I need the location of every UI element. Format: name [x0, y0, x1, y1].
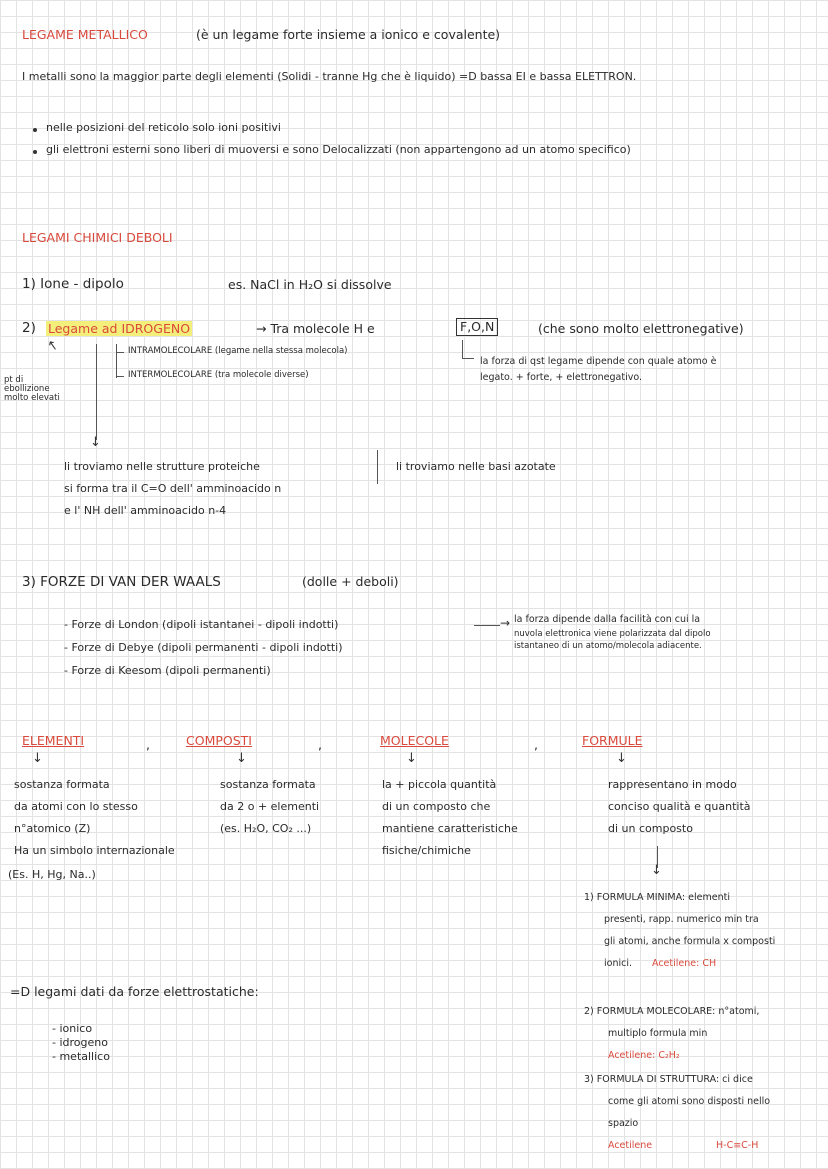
divider-line [377, 450, 378, 484]
basi-azotate: li troviamo nelle basi azotate [396, 460, 556, 473]
metallico-title-note: (è un legame forte insieme a ionico e covalente) [196, 27, 501, 42]
idrogeno-label [46, 321, 192, 337]
ione-dipolo-label: 1) Ione - dipolo [22, 276, 124, 292]
arrow-down-icon: ↓ [32, 751, 43, 766]
formula-minima-2: presenti, rapp. numerico min tra [604, 914, 759, 925]
vdw-title: 3) FORZE DI VAN DER WAALS [22, 574, 221, 590]
force-note-2: legato. + forte, + elettronegativo. [480, 372, 643, 383]
metallico-bullet-2: gli elettroni esterni sono liberi di muoversi e sono Delocalizzati (non appartengono ad un atomo specifico) [46, 143, 631, 156]
formula-struttura-3: spazio [608, 1118, 639, 1129]
vdw-note: (dolle + deboli) [302, 574, 399, 589]
comma: , [534, 737, 538, 752]
forze-london: - Forze di London (dipoli istantanei - dipoli indotti) [64, 618, 339, 631]
formula-molecolare-example: Acetilene: C₂H₂ [608, 1050, 680, 1061]
section-title-deboli: LEGAMI CHIMICI DEBOLI [22, 230, 173, 245]
arrow-right-icon: → [500, 616, 511, 630]
heading-elementi: ELEMENTI [22, 733, 85, 748]
molecole-line-1: la + piccola quantità [382, 778, 497, 791]
hook-line [462, 358, 474, 359]
section-title-metallico: LEGAME METALLICO [22, 27, 148, 42]
idrogeno-highlight: Legame ad IDROGENO [48, 321, 191, 336]
formula-struttura-example-formula: H-C≡C-H [716, 1140, 759, 1151]
idrogeno-arrow-text: → Tra molecole H e [256, 321, 375, 336]
arrow-up-icon: ↑ [44, 337, 63, 356]
bracket-tick [116, 352, 124, 353]
intramolecolare: INTRAMOLECOLARE (legame nella stessa molecola) [128, 346, 348, 356]
fon-box: F,O,N [456, 318, 498, 336]
formula-molecolare-2: multiplo formula min [608, 1028, 708, 1039]
idrogeno-elettronegative: (che sono molto elettronegative) [538, 321, 744, 336]
heading-composti: COMPOSTI [186, 733, 252, 748]
force-note-1: la forza di qst legame dipende con quale atomo è [480, 356, 717, 367]
formula-molecolare-1: 2) FORMULA MOLECOLARE: n°atomi, [584, 1006, 760, 1017]
forze-debye: - Forze di Debye (dipoli permanenti - dipoli indotti) [64, 641, 343, 654]
formula-minima-4: ionici. [604, 958, 632, 969]
molecole-line-3: mantiene caratteristiche [382, 822, 518, 835]
elementi-line-2: da atomi con lo stesso [14, 800, 138, 813]
formula-minima-example: Acetilene: CH [652, 958, 717, 969]
formule-line-2: conciso qualità e quantità [608, 800, 751, 813]
composti-line-2: da 2 o + elementi [220, 800, 320, 813]
metallico-bullet-1: nelle posizioni del reticolo solo ioni positivi [46, 121, 281, 134]
bracket-tick [116, 376, 124, 377]
composti-line-1: sostanza formata [220, 778, 316, 791]
london-note-1: la forza dipende dalla facilità con cui la [514, 614, 701, 625]
ione-dipolo-example: es. NaCl in H₂O si dissolve [228, 277, 392, 292]
molecole-line-4: fisiche/chimiche [382, 844, 471, 857]
bullet-icon [33, 128, 37, 132]
protein-line-3: e l' NH dell' amminoacido n-4 [64, 504, 227, 517]
composti-line-3: (es. H₂O, CO₂ ...) [220, 822, 312, 835]
arrow-line [474, 625, 500, 626]
elementi-line-5: (Es. H, Hg, Na..) [8, 868, 96, 881]
formula-minima-1: 1) FORMULA MINIMA: elementi [584, 892, 730, 903]
arrow-line [96, 344, 97, 440]
metallico-line-1: I metalli sono la maggior parte degli elementi (Solidi - tranne Hg che è liquido) =D bassa EI e bassa ELETTRON. [22, 70, 637, 83]
heading-molecole: MOLECOLE [380, 733, 449, 748]
molecole-line-2: di un composto che [382, 800, 491, 813]
legami-intro: =D legami dati da forze elettrostatiche: [10, 984, 259, 999]
side-note-1: pt di [4, 375, 24, 385]
side-note-2: ebollizione [4, 383, 50, 394]
formule-line-1: rappresentano in modo [608, 778, 737, 791]
comma: , [146, 737, 150, 752]
protein-line-1: li troviamo nelle strutture proteiche [64, 460, 260, 473]
formula-struttura-2: come gli atomi sono disposti nello [608, 1096, 771, 1107]
heading-formule: FORMULE [582, 733, 643, 748]
london-note-2: nuvola elettronica viene polarizzata dal dipolo [514, 629, 711, 639]
bracket-line [116, 344, 117, 378]
forze-keesom: - Forze di Keesom (dipoli permanenti) [64, 664, 271, 677]
side-note [4, 376, 60, 403]
elementi-line-1: sostanza formata [14, 778, 110, 791]
list-item: - idrogeno [52, 1035, 108, 1049]
formula-struttura-example-label: Acetilene [608, 1140, 653, 1151]
protein-line-2: si forma tra il C=O dell' amminoacido n [64, 482, 282, 495]
london-note-3: istantaneo di un atomo/molecola adiacente. [514, 641, 702, 651]
idrogeno-number: 2) [22, 320, 36, 336]
formula-minima-3: gli atomi, anche formula x composti [604, 936, 776, 947]
list-item: - ionico [52, 1022, 93, 1035]
arrow-down-icon: ↓ [616, 751, 627, 766]
hook-line [462, 340, 463, 358]
legami-list [52, 1022, 110, 1063]
formula-struttura-1: 3) FORMULA DI STRUTTURA: ci dice [584, 1074, 753, 1085]
arrow-down-icon: ↓ [90, 435, 101, 450]
arrow-down-icon: ↓ [406, 751, 417, 766]
arrow-down-icon: ↓ [651, 863, 662, 878]
elementi-line-4: Ha un simbolo internazionale [14, 844, 175, 857]
vdw-label [22, 574, 221, 591]
side-note-3: molto elevati [4, 392, 60, 403]
list-item: - metallico [52, 1049, 110, 1063]
bullet-icon [33, 150, 37, 154]
formule-line-3: di un composto [608, 822, 693, 835]
intermolecolare: INTERMOLECOLARE (tra molecole diverse) [128, 370, 309, 380]
comma: , [318, 737, 322, 752]
elementi-line-3: n°atomico (Z) [14, 822, 91, 835]
arrow-down-icon: ↓ [236, 751, 247, 766]
